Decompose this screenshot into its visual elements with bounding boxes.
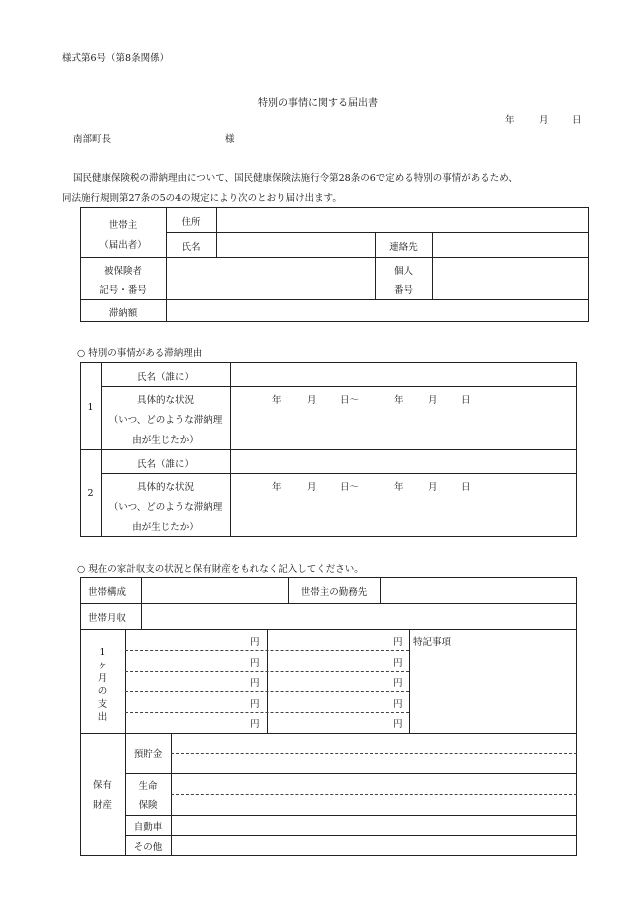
car-label: 自動車 xyxy=(133,822,163,833)
address-label: 住所 xyxy=(181,217,201,228)
row-number: 2 xyxy=(87,488,94,499)
address-field[interactable] xyxy=(218,209,586,230)
notifier-label: （届出者） xyxy=(99,240,147,251)
intro-line-1: 国民健康保険税の滞納理由について、国民健康保険法施行令第28条の6で定める特別の事情があるため、 xyxy=(73,173,518,184)
date-from-month: 月 xyxy=(307,482,317,493)
monthly-income-label: 世帯月収 xyxy=(88,613,127,624)
name-who-label: 氏名（誰に） xyxy=(136,459,194,470)
status-label: 具体的な状況 xyxy=(136,482,194,493)
date-month: 月 xyxy=(539,115,549,126)
status-sub-1: （いつ、どのような滞納理 xyxy=(108,415,223,426)
monthly-expense-label: 1 ヶ 月 の 支 出 xyxy=(97,647,108,723)
symbol-number-label: 記号・番号 xyxy=(99,285,147,296)
date-year: 年 xyxy=(505,115,515,126)
special-notes-label: 特記事項 xyxy=(413,637,452,648)
life-label: 生命 xyxy=(138,781,158,792)
date-to-day: 日 xyxy=(461,395,471,406)
date-day: 日 xyxy=(572,115,582,126)
date-from-day: 日～ xyxy=(340,482,360,493)
yen-unit: 円 xyxy=(393,699,403,710)
status-field[interactable] xyxy=(232,492,575,535)
savings-field[interactable] xyxy=(173,735,575,771)
insurance-label: 保険 xyxy=(138,800,158,811)
yen-unit: 円 xyxy=(250,658,260,669)
date-to-year: 年 xyxy=(394,395,404,406)
name-label: 氏名 xyxy=(181,242,201,253)
date-to-year: 年 xyxy=(394,482,404,493)
individual-number-label: 番号 xyxy=(393,285,413,296)
yen-unit: 円 xyxy=(393,678,403,689)
date-to-month: 月 xyxy=(428,395,438,406)
status-sub-1: （いつ、どのような滞納理 xyxy=(108,502,223,513)
date-to-day: 日 xyxy=(461,482,471,493)
addressee-name: 南部町長 xyxy=(73,134,112,145)
yen-unit: 円 xyxy=(250,637,260,648)
status-field[interactable] xyxy=(232,405,575,447)
household-composition-label: 世帯構成 xyxy=(88,587,127,598)
household-composition-field[interactable] xyxy=(143,579,286,601)
individual-number-field[interactable] xyxy=(434,259,586,297)
other-field[interactable] xyxy=(173,837,575,854)
insured-person-label: 被保険者 xyxy=(103,266,142,277)
savings-label: 預貯金 xyxy=(133,749,163,760)
name-who-label: 氏名（誰に） xyxy=(136,372,194,383)
individual-label: 個人 xyxy=(393,266,413,277)
arrears-field[interactable] xyxy=(168,301,586,320)
yen-unit: 円 xyxy=(250,719,260,730)
addressee-honorific: 様 xyxy=(225,134,235,145)
life-insurance-field[interactable] xyxy=(173,775,575,813)
date-from-year: 年 xyxy=(272,482,282,493)
name-who-field[interactable] xyxy=(232,451,575,471)
name-who-field[interactable] xyxy=(232,364,575,384)
status-label: 具体的な状況 xyxy=(136,395,194,406)
head-workplace-field[interactable] xyxy=(382,579,575,601)
date-to-month: 月 xyxy=(428,482,438,493)
monthly-income-field[interactable] xyxy=(143,605,575,627)
arrears-label: 滞納額 xyxy=(108,308,138,319)
status-sub-2: 由が生じたか） xyxy=(132,435,199,446)
section2-heading: ○ 特別の事情がある滞納理由 xyxy=(77,348,203,359)
yen-unit: 円 xyxy=(250,699,260,710)
other-label: その他 xyxy=(133,842,163,853)
section3-heading: ○ 現在の家計収支の状況と保有財産をもれなく記入してください。 xyxy=(77,564,364,575)
car-field[interactable] xyxy=(173,817,575,833)
expense-field[interactable] xyxy=(127,631,247,649)
date-from-year: 年 xyxy=(272,395,282,406)
assets-label-1: 保有 xyxy=(92,780,112,791)
contact-field[interactable] xyxy=(434,234,586,255)
page-title: 特別の事情に関する届出書 xyxy=(258,98,378,109)
expense-field[interactable] xyxy=(269,631,389,649)
assets-label-2: 財産 xyxy=(92,800,112,811)
yen-unit: 円 xyxy=(393,719,403,730)
head-of-household-label: 世帯主 xyxy=(108,220,138,231)
date-from-month: 月 xyxy=(307,395,317,406)
symbol-number-field[interactable] xyxy=(168,259,372,297)
name-field[interactable] xyxy=(218,234,372,255)
intro-line-2: 同法施行規則第27条の5の4の規定により次のとおり届け出ます。 xyxy=(62,193,342,204)
yen-unit: 円 xyxy=(393,658,403,669)
yen-unit: 円 xyxy=(393,637,403,648)
yen-unit: 円 xyxy=(250,678,260,689)
row-number: 1 xyxy=(87,402,94,413)
special-notes-field[interactable] xyxy=(411,648,575,731)
contact-label: 連絡先 xyxy=(389,242,418,253)
date-from-day: 日～ xyxy=(340,395,360,406)
head-workplace-label: 世帯主の勤務先 xyxy=(300,587,368,598)
status-sub-2: 由が生じたか） xyxy=(132,522,199,533)
form-number: 様式第6号（第8条関係） xyxy=(62,53,170,64)
